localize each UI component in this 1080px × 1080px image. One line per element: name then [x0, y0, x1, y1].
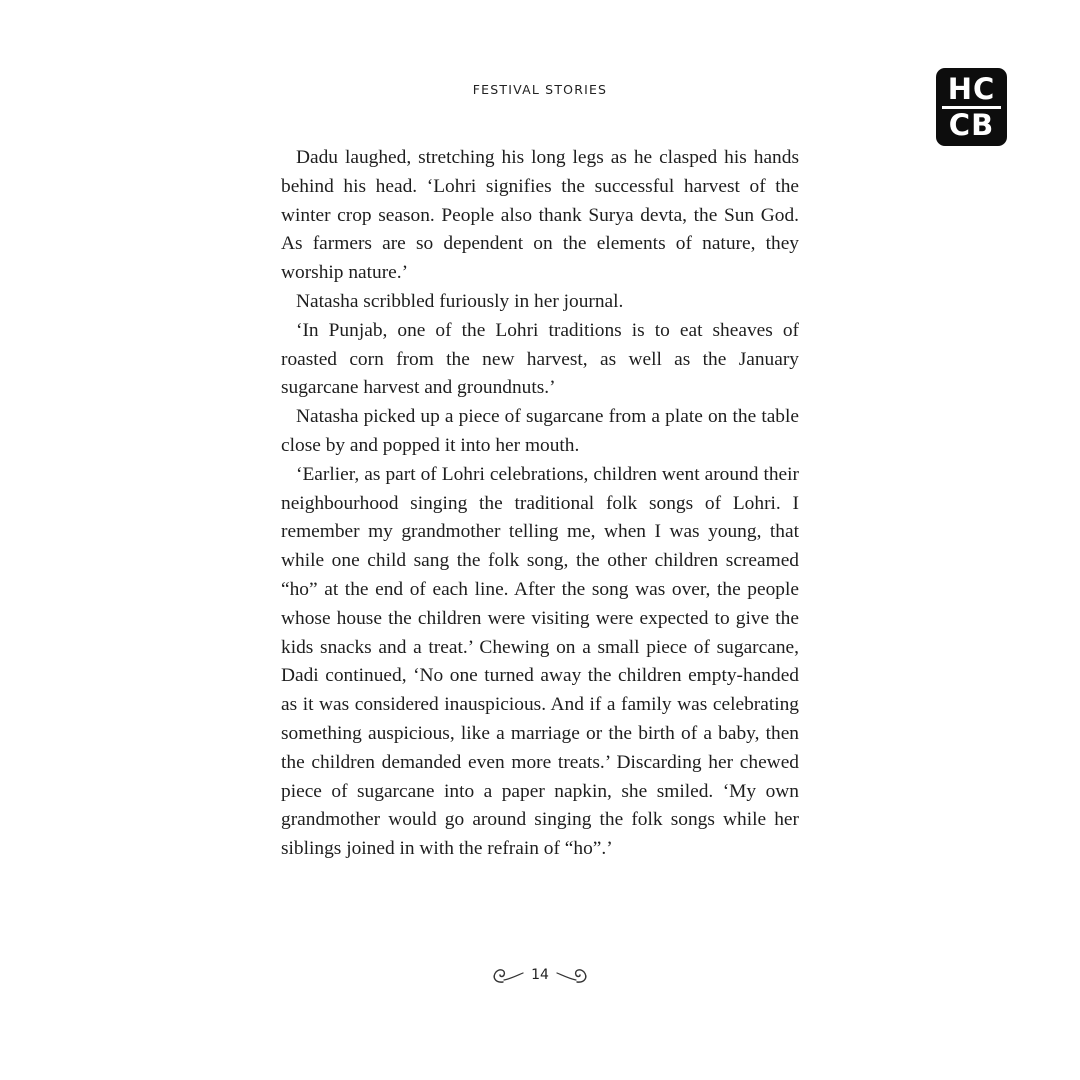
running-head-title: FESTIVAL STORIES — [472, 82, 608, 97]
page-footer — [0, 964, 1080, 986]
page-number: 14 — [531, 967, 549, 983]
logo-text-top: HC — [947, 72, 996, 106]
swirl-right-icon — [555, 964, 589, 986]
paragraph: ‘In Punjab, one of the Lohri traditions is to eat sheaves of roasted corn from the new harvest, as well as the January sugarcane harvest and groundnuts.’ — [281, 319, 799, 399]
paragraph: Natasha picked up a piece of sugarcane from a plate on the table close by and popped it into her mouth. — [281, 406, 799, 456]
paragraph: Natasha scribbled furiously in her journal. — [296, 290, 624, 312]
paragraph: ‘Earlier, as part of Lohri celebrations, children went around their neighbourhood singing the traditional folk songs of Lohri. I remember my grandmother telling me, when I was young, that while one child sang the folk song, the other children screamed “ho” at the end of each line. After the song was over, the people whose house the children were visiting were expected to give the kids snacks and a treat.’ Chewing on a small piece of sugarcane, Dadi continued, ‘No one turned away the children empty-handed as it was considered inauspicious. And if a family was celebrating something auspicious, like a marriage or the birth of a baby, then the children demanded even more treats.’ Discarding her chewed piece of sugarcane into a paper napkin, she smiled. ‘My own grandmother would go around singing the folk songs while her siblings joined in with the refrain of “ho”.’ — [281, 463, 799, 860]
paragraph: Dadu laughed, stretching his long legs as he clasped his hands behind his head. ‘Lohri signifies the successful harvest of the winter crop season. People also thank Surya devta, the Sun God. As farmers are so dependent on the elements of nature, they worship nature.’ — [281, 147, 799, 284]
body-text — [281, 144, 799, 864]
swirl-left-icon — [491, 964, 525, 986]
logo-text-bottom: CB — [948, 108, 995, 142]
publisher-logo — [936, 68, 1007, 146]
